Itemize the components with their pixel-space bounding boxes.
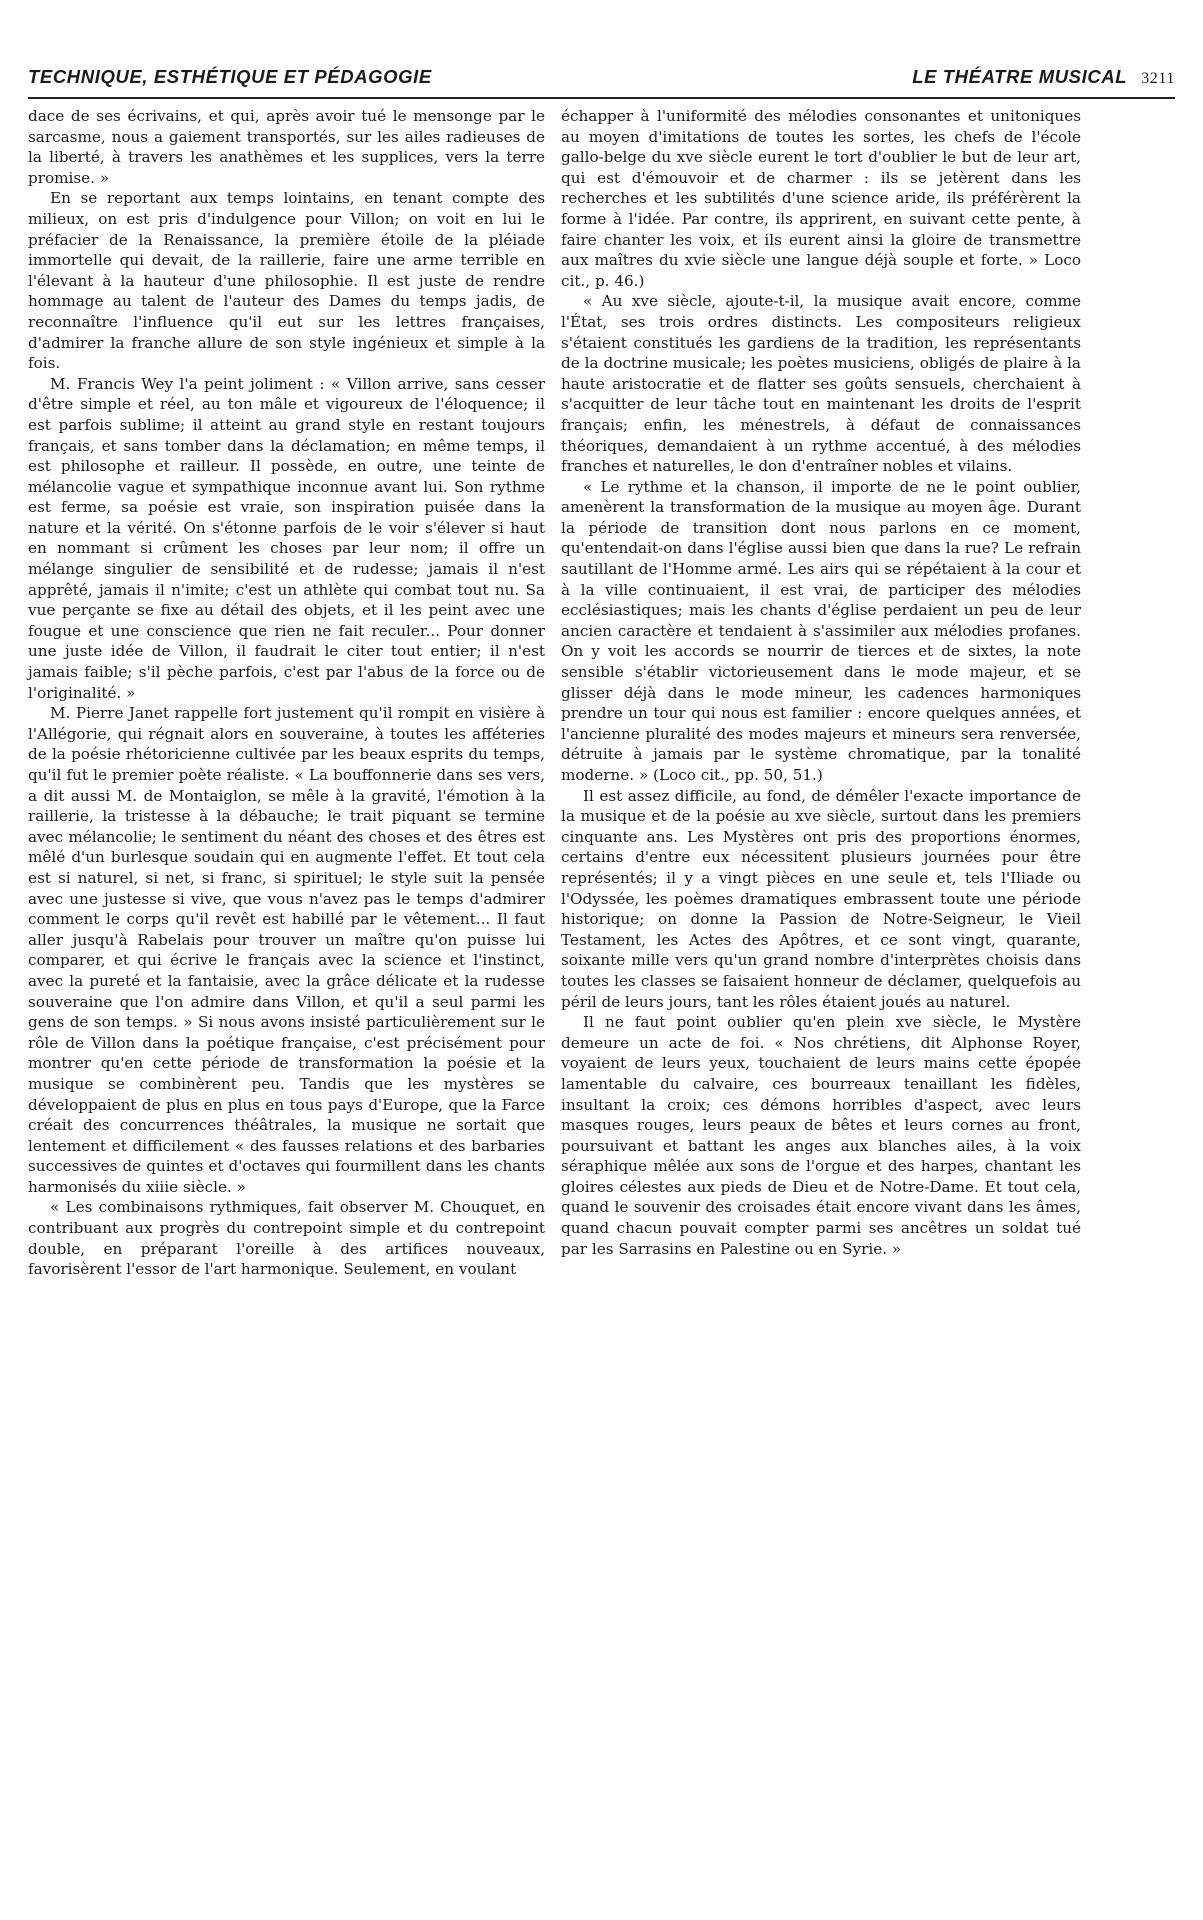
header-section-title: TECHNIQUE, ESTHÉTIQUE ET PÉDAGOGIE (28, 66, 432, 87)
paragraph: M. Francis Wey l'a peint joliment : « Villon arrive, sans cesser d'être simple et réel, au ton mâle et vigoureux de l'éloquence; il est parfois sublime; il atteint au grand style en restant toujours français, et sans tomber dans la déclamation; en même temps, il est philosophe et railleur. Il possède, en outre, une teinte de mélancolie vague et sympathique inconnue avant lui. Son rythme est ferme, sa poésie est vraie, son inspiration puisée dans la nature et la vérité. On s'étonne parfois de le voir s'élever si haut en nommant si crûment les choses par leur nom; il offre un mélange singulier de sensibilité et de rudesse; jamais il n'est apprêté, jamais il n'imite; c'est un athlète qui combat tout nu. Sa vue perçante se fixe au détail des objets, et il les peint avec une fougue et une conscience que rien ne fait reculer... Pour donner une juste idée de Villon, il faudrait le citer tout entier; il n'est jamais faible; s'il pèche parfois, c'est par l'abus de la force ou de l'originalité. » (28, 374, 545, 702)
paragraph: échapper à l'uniformité des mélodies consonantes et unitoniques au moyen d'imitations de toutes les sortes, les chefs de l'école gallo-belge du xve siècle eurent le tort d'oublier le but de leur art, qui est d'émouvoir et de charmer : ils se jetèrent dans les recherches et les subtilités d'une science aride, ils préférèrent la forme à l'idée. Par contre, ils apprirent, en suivant cette pente, à faire chanter les voix, et ils eurent ainsi la gloire de transmettre aux maîtres du xvie siècle une langue déjà souple et forte. » Loco cit., p. 46.) (561, 107, 1081, 290)
paragraph: « Les combinaisons rythmiques, fait observer M. Chouquet, en contribuant aux progrès du contrepoint simple et du contrepoint double, en préparant l'oreille à des artifices nouveaux, favorisèrent l'essor de l'art harmonique. Seulement, en voulant (28, 1198, 545, 1279)
paragraph: En se reportant aux temps lointains, en tenant compte des milieux, on est pris d'indulgence pour Villon; on voit en lui le préfacier de la Renaissance, la première étoile de la pléiade immortelle qui devait, de la raillerie, faire une arme terrible en l'élevant à la hauteur d'une philosophie. Il est juste de rendre hommage au talent de l'auteur des Dames du temps jadis, de reconnaître l'influence qu'il eut sur les lettres françaises, d'admirer la franche allure de son style ingénieux et simple à la fois. (28, 189, 545, 373)
paragraph: Il ne faut point oublier qu'en plein xve siècle, le Mystère demeure un acte de foi. « Nos chrétiens, dit Alphonse Royer, voyaient de leurs yeux, touchaient de leurs mains cette épopée lamentable du calvaire, ces bourreaux tenaillant les fidèles, insultant la croix; ces démons horribles d'aspect, avec leurs masques rouges, leurs peaux de bêtes et leurs cornes au front, poursuivant et battant les anges aux blanches ailes, à la voix séraphique mêlée aux sons de l'orgue et des harpes, chantant les gloires célestes aux pieds de Dieu et de Notre-Dame. Et tout cela, quand le souvenir des croisades était encore vivant dans les âmes, quand chacun pouvait compter parmi ses ancêtres un soldat tué par les Sarrasins en Palestine ou en Syrie. » (561, 1013, 1081, 1258)
paragraph: dace de ses écrivains, et qui, après avoir tué le mensonge par le sarcasme, nous a gaiement transportés, sur les ailes radieuses de la liberté, à travers les anathèmes et les supplices, vers la terre promise. » (28, 107, 545, 187)
header-book-title-text: LE THÉATRE MUSICAL (912, 66, 1128, 87)
paragraph: « Au xve siècle, ajoute-t-il, la musique avait encore, comme l'État, ses trois ordres distincts. Les compositeurs religieux s'étaient constitués les gardiens de la tradition, les représentants de la doctrine musicale; les poètes musiciens, obligés de plaire à la haute aristocratie et de flatter ses goûts sensuels, cherchaient à s'acquitter de leur tâche tout en maintenant les droits de l'esprit français; enfin, les ménestrels, à défaut de connaissances théoriques, demandaient à un rythme accentué, à des mélodies franches et naturelles, le don d'entraîner nobles et vilains. (561, 292, 1081, 476)
paragraph: Il est assez difficile, au fond, de démêler l'exacte importance de la musique et de la poésie au xve siècle, surtout dans les premiers cinquante ans. Les Mystères ont pris des proportions énormes, certains d'entre eux nécessitent plusieurs journées pour être représentés; il y a vingt pièces en une seule et, tels l'Iliade ou l'Odyssée, les poèmes dramatiques embrassent toute une période historique; on donne la Passion de Notre-Seigneur, le Vieil Testament, les Actes des Apôtres, et ce sont vingt, quarante, soixante mille vers qu'un grand nombre d'interprètes choisis dans toutes les classes se faisaient honneur de déclamer, quelquefois au péril de leurs jours, tant les rôles étaient joués au naturel. (561, 786, 1081, 1011)
right-column (561, 106, 1081, 1259)
page-number: 3211 (1141, 70, 1175, 87)
paragraph: « Le rythme et la chanson, il importe de ne le point oublier, amenèrent la transformation de la musique au moyen âge. Durant la période de transition dont nous parlons en ce moment, qu'entendait-on dans l'église aussi bien que dans la rue? Le refrain sautillant de l'Homme armé. Les airs qui se répétaient à la cour et à la ville continuaient, il est vrai, de participer des mélodies ecclésiastiques; mais les chants d'église perdaient un peu de leur ancien caractère et tendaient à s'assimiler aux mélodies profanes. On y voit les accords se nourrir de tierces et de sixtes, la note sensible s'établir victorieusement dans le mode majeur, et se glisser déjà dans le mode mineur, les cadences harmoniques prendre un tour qui nous est familier : encore quelques années, et l'ancienne pluralité des modes majeurs et mineurs sera renversée, détruite à jamais par le système chromatique, par la tonalité moderne. » (Loco cit., pp. 50, 51.) (561, 477, 1081, 784)
left-column (28, 106, 545, 1280)
paragraph: M. Pierre Janet rappelle fort justement qu'il rompit en visière à l'Allégorie, qui régnait alors en souveraine, à toutes les afféteries de la poésie rhétoricienne cultivée par les beaux esprits du temps, qu'il fut le premier poète réaliste. « La bouffonnerie dans ses vers, a dit aussi M. de Montaiglon, se mêle à la gravité, l'émotion à la raillerie, la tristesse à la débauche; le trait piquant se termine avec mélancolie; le sentiment du néant des choses et des êtres est mêlé d'un burlesque soudain qui en augmente l'effet. Et tout cela est si naturel, si net, si franc, si spirituel; le style suit la pensée avec une justesse si vive, que vous n'avez pas le temps d'admirer comment le corps qu'il revêt est habillé par le vêtement... Il faut aller jusqu'à Rabelais pour trouver un maître qu'on puisse lui comparer, et qui écrive le français avec la science et l'instinct, avec la pureté et la fantaisie, avec la grâce délicate et la rudesse souveraine que l'on admire dans Villon, et qu'il a seul parmi les gens de son temps. » Si nous avons insisté particulièrement sur le rôle de Villon dans la poétique française, c'est précisément pour montrer qu'en cette période de transformation la poésie et la musique se combinèrent peu. Tandis que les mystères se développaient de plus en plus en tous pays d'Europe, que la Farce créait des concurrences théâtrales, la musique ne sortait que lentement et difficilement « des fausses relations et des barbaries successives de quintes et d'octaves qui fourmillent dans les chants harmonisés du xiiie siècle. » (28, 704, 545, 1196)
header-book-title (912, 66, 1175, 88)
running-header (28, 66, 1175, 99)
